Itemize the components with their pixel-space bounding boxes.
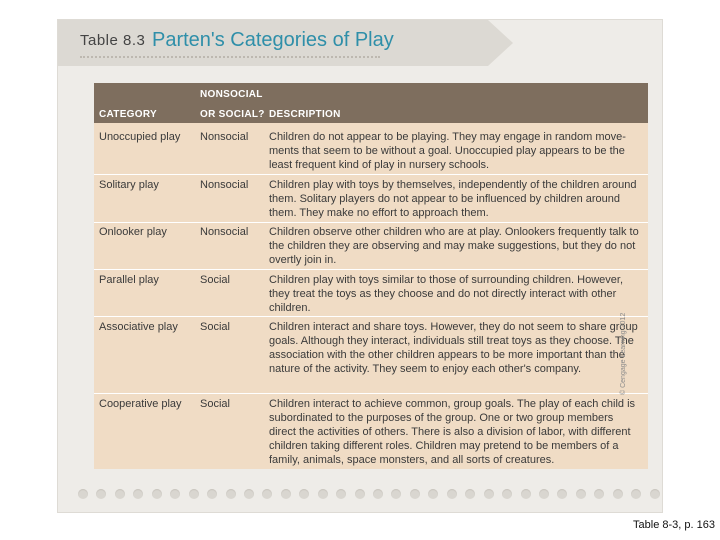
row-type: Social: [200, 321, 230, 333]
row-category: Onlooker play: [99, 226, 167, 238]
row-description: Children observe other children who are at play. Onlookers frequently talk to the children they are observing and may make suggestions, but they do not overtly join in.: [269, 226, 639, 266]
hole-dot: [244, 489, 254, 499]
hole-dot: [336, 489, 346, 499]
hole-dot: [502, 489, 512, 499]
hole-dot: [133, 489, 143, 499]
hole-dot: [281, 489, 291, 499]
hole-dot: [373, 489, 383, 499]
hole-dot: [207, 489, 217, 499]
row-separator: [94, 174, 648, 175]
row-description: Children interact to achieve common, group goals. The play of each child is subordinated to the purposes of the group. One or two group members direct the activities of others. There is also a division of labor, with different children taking different roles. Children may pretend to be members of a family, animals, space monsters, and all sorts of creatures.: [269, 398, 636, 466]
header-category: CATEGORY: [99, 109, 157, 120]
hole-dot: [78, 489, 88, 499]
row-category: Cooperative play: [99, 398, 182, 410]
row-type: Social: [200, 398, 230, 410]
hole-dot: [410, 489, 420, 499]
hole-dot: [226, 489, 236, 499]
row-type: Nonsocial: [200, 179, 249, 191]
hole-dot: [465, 489, 475, 499]
hole-dot: [152, 489, 162, 499]
row-category: Associative play: [99, 321, 178, 333]
row-category: Solitary play: [99, 179, 159, 191]
hole-dot: [115, 489, 125, 499]
header-type-line2: OR SOCIAL?: [200, 109, 265, 120]
hole-dot: [318, 489, 328, 499]
hole-dot: [391, 489, 401, 499]
hole-dot: [631, 489, 641, 499]
row-type: Social: [200, 274, 230, 286]
perforation-holes: [78, 486, 660, 502]
hole-dot: [170, 489, 180, 499]
hole-dot: [96, 489, 106, 499]
header-type-line1: NONSOCIAL: [200, 89, 263, 100]
slide-caption: Table 8-3, p. 163: [633, 519, 715, 531]
hole-dot: [613, 489, 623, 499]
hole-dot: [447, 489, 457, 499]
row-category: Unoccupied play: [99, 131, 181, 143]
row-description: Children play with toys by themselves, independently of the children around them. Solitary players do not appear to be influenced by children around them. They make no effort to approach them.: [269, 179, 637, 219]
title-dotted-rule: [80, 56, 380, 58]
hole-dot: [576, 489, 586, 499]
row-separator: [94, 269, 648, 270]
hole-dot: [557, 489, 567, 499]
row-description: Children play with toys similar to those of surrounding children. However, they treat the toys as they choose and do not directly interact with other children.: [269, 274, 623, 314]
hole-dot: [521, 489, 531, 499]
hole-dot: [594, 489, 604, 499]
hole-dot: [299, 489, 309, 499]
row-description: Children do not appear to be playing. They may engage in random movements that seem to be without a goal. Unoccupied play appears to be the least frequent kind of play in nursery schools.: [269, 131, 626, 171]
table-number: Table 8.3: [80, 32, 146, 49]
hole-dot: [650, 489, 660, 499]
hole-dot: [189, 489, 199, 499]
row-category: Parallel play: [99, 274, 159, 286]
row-type: Nonsocial: [200, 131, 249, 143]
row-separator: [94, 393, 648, 394]
hole-dot: [262, 489, 272, 499]
hole-dot: [355, 489, 365, 499]
row-separator: [94, 316, 648, 317]
table-header-row: [94, 83, 648, 123]
table-title: Parten's Categories of Play: [152, 29, 394, 51]
row-separator: [94, 222, 648, 223]
copyright-credit: © Cengage Learning 2012: [620, 312, 627, 395]
row-description: Children interact and share toys. However, they do not seem to share group goals. Although they interact, individuals still treat toys as they choose. The association with the other children appears to be more important than the nature of the activity. They seem to enjoy each other's company.: [269, 321, 638, 375]
hole-dot: [539, 489, 549, 499]
header-description: DESCRIPTION: [269, 109, 341, 120]
hole-dot: [484, 489, 494, 499]
hole-dot: [428, 489, 438, 499]
row-type: Nonsocial: [200, 226, 249, 238]
